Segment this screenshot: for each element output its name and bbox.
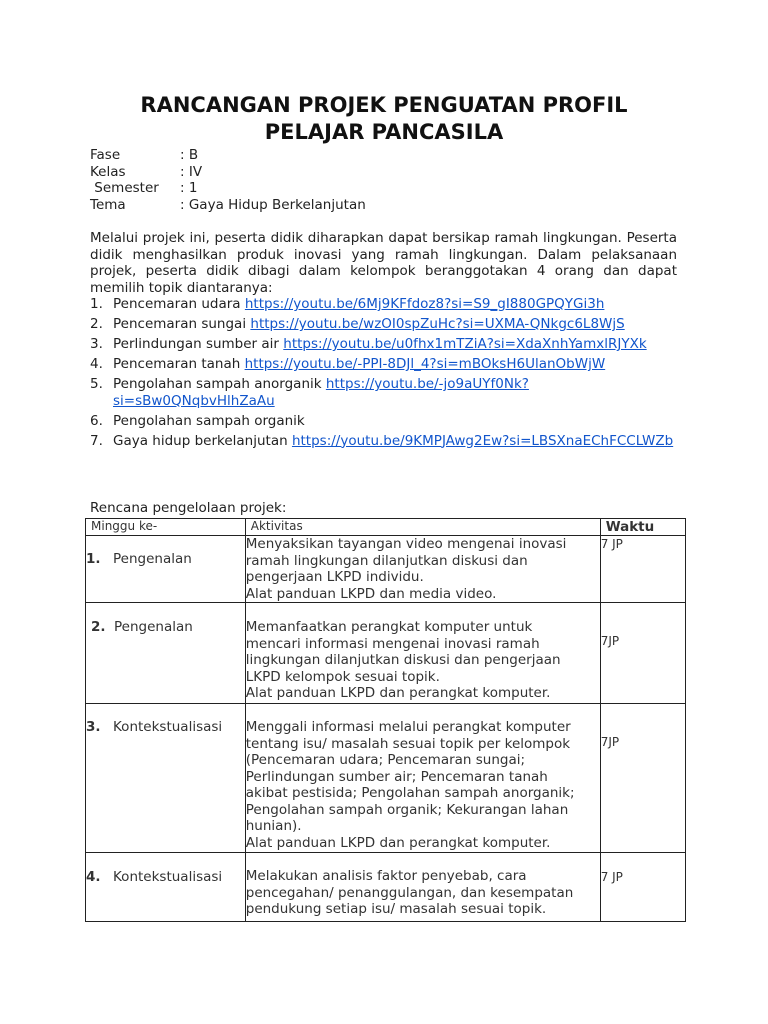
activity-cell [245, 853, 600, 922]
week-number: 3. [86, 719, 101, 735]
video-link[interactable]: https://youtu.be/u0fhx1mTZiA?si=XdaXnhYamxlRJYXk [283, 336, 647, 352]
activity-line: Perlindungan sumber air; Pencemaran tanah [245, 768, 548, 785]
activity-line: pencegahan/ penanggulangan, dan kesempatan [245, 884, 574, 901]
activity-cell [245, 704, 600, 853]
video-link[interactable]: https://youtu.be/wzOI0spZuHc?si=UXMA-QNkgc6L8WjS [250, 316, 625, 332]
week-cell [86, 853, 246, 922]
time-cell [600, 853, 685, 922]
header-time: Waktu [600, 519, 685, 536]
time-value: 7JP [600, 634, 620, 648]
week-number: 1. [86, 551, 101, 567]
meta-label: Kelas [90, 163, 126, 180]
activity-line: Pengolahan sampah organik; Kekurangan lahan [245, 801, 569, 818]
activity-cell [245, 603, 600, 704]
activity-line: mencari informasi mengenai inovasi ramah [245, 635, 540, 652]
list-number: 6. [90, 412, 103, 429]
activity-line: pengerjaan LKPD individu. [245, 569, 424, 585]
topic-text: Perlindungan sumber air [113, 336, 279, 352]
activity-line: ramah lingkungan dilanjutkan diskusi dan [245, 552, 528, 569]
project-meta [90, 147, 366, 213]
meta-value: : 1 [180, 180, 198, 196]
activity-line: Alat panduan LKPD dan perangkat komputer. [245, 685, 551, 701]
list-item [90, 316, 680, 333]
video-link[interactable]: https://youtu.be/-jo9aUYf0Nk?si=sBw0QNqbvHlhZaAu [113, 376, 529, 409]
list-number: 5. [90, 376, 103, 392]
activity-line: Memanfaatkan perangkat komputer untuk [245, 619, 533, 635]
meta-row-kelas [90, 164, 366, 181]
list-number: 3. [90, 336, 103, 352]
table-row [86, 603, 686, 704]
list-item [90, 356, 680, 373]
time-value: 7JP [600, 735, 620, 749]
activity-line: hunian). [245, 818, 302, 834]
topic-text: Pengolahan sampah anorganik [113, 376, 322, 392]
project-plan-table [85, 518, 686, 922]
meta-label: Fase [90, 147, 121, 163]
activity-line: Menyaksikan tayangan video mengenai inovasi [245, 536, 567, 552]
video-link[interactable]: https://youtu.be/9KMPJAwg2Ew?si=LBSXnaEChFCCLWZb [291, 432, 674, 449]
table-row [86, 704, 686, 853]
list-item [90, 413, 680, 430]
list-item [90, 336, 680, 353]
list-number: 7. [90, 432, 103, 449]
time-value: 7 JP [600, 870, 623, 884]
week-number: 4. [86, 869, 101, 885]
meta-label: Semester [90, 180, 159, 196]
header-week: Minggu ke- [86, 519, 246, 536]
meta-value: : Gaya Hidup Berkelanjutan [180, 196, 366, 213]
activity-line: Menggali informasi melalui perangkat komputer [245, 719, 571, 735]
video-link[interactable]: https://youtu.be/6Mj9KFfdoz8?si=S9_gI880GPQYGi3h [244, 296, 605, 312]
activity-line: Melakukan analisis faktor penyebab, cara [245, 868, 527, 884]
activity-line: tentang isu/ masalah sesuai topik per kelompok [245, 735, 571, 752]
meta-row-fase [90, 147, 366, 164]
time-value: 7 JP [600, 537, 623, 551]
week-cell [86, 536, 246, 603]
meta-label: Tema [90, 196, 126, 213]
topic-text: Pencemaran udara [113, 296, 241, 312]
list-number: 4. [90, 356, 103, 372]
meta-value: : IV [180, 163, 203, 180]
week-phase: Pengenalan [114, 619, 193, 635]
table-row [86, 853, 686, 922]
week-cell [86, 704, 246, 853]
week-cell [86, 603, 246, 704]
activity-cell [245, 536, 600, 603]
list-number: 1. [90, 296, 103, 312]
activity-line: pendukung setiap isu/ masalah sesuai topik. [245, 901, 547, 917]
time-cell [600, 536, 685, 603]
activity-line: (Pencemaran udara; Pencemaran sungai; [245, 752, 526, 768]
video-link[interactable]: https://youtu.be/-PPI-8DJl_4?si=mBOksH6UlanObWjW [244, 356, 606, 372]
meta-row-tema [90, 197, 366, 214]
topic-text: Pencemaran tanah [113, 356, 241, 372]
meta-value: : B [180, 147, 199, 163]
activity-line: akibat pestisida; Pengolahan sampah anorganik; [245, 785, 575, 801]
time-cell [600, 704, 685, 853]
activity-line: Alat panduan LKPD dan perangkat komputer. [245, 834, 551, 851]
list-item [90, 376, 680, 409]
list-item [90, 296, 680, 313]
meta-row-semester [90, 180, 366, 197]
week-phase: Kontekstualisasi [113, 869, 223, 885]
week-phase: Kontekstualisasi [113, 719, 223, 735]
week-phase: Pengenalan [113, 551, 192, 567]
list-number: 2. [90, 316, 103, 332]
plan-label: Rencana pengelolaan projek: [90, 500, 287, 516]
list-item [90, 433, 680, 450]
topic-text: Pencemaran sungai [113, 316, 247, 332]
document-title: RANCANGAN PROJEK PENGUATAN PROFIL PELAJAR PANCASILA [140, 93, 628, 144]
time-cell [600, 603, 685, 704]
topic-text: Gaya hidup berkelanjutan [113, 432, 288, 449]
header-activity: Aktivitas [245, 519, 600, 536]
activity-line: Alat panduan LKPD dan media video. [245, 585, 497, 602]
topic-list [90, 296, 680, 453]
week-number: 2. [91, 619, 106, 635]
topic-text: Pengolahan sampah organik [113, 412, 305, 429]
intro-paragraph: Melalui projek ini, peserta didik diharapkan dapat bersikap ramah lingkungan. Peserta didik menghasilkan produk inovasi yang ramah lingkungan. Dalam pelaksanaan projek, peserta didik dibagi dalam kelompok beranggotakan 4 orang dan dapat memilih topik diantaranya: [90, 230, 677, 296]
table-row [86, 536, 686, 603]
activity-line: LKPD kelompok sesuai topik. [245, 668, 440, 685]
table-header-row [86, 519, 686, 536]
activity-line: lingkungan dilanjutkan diskusi dan pengerjaan [245, 652, 561, 668]
